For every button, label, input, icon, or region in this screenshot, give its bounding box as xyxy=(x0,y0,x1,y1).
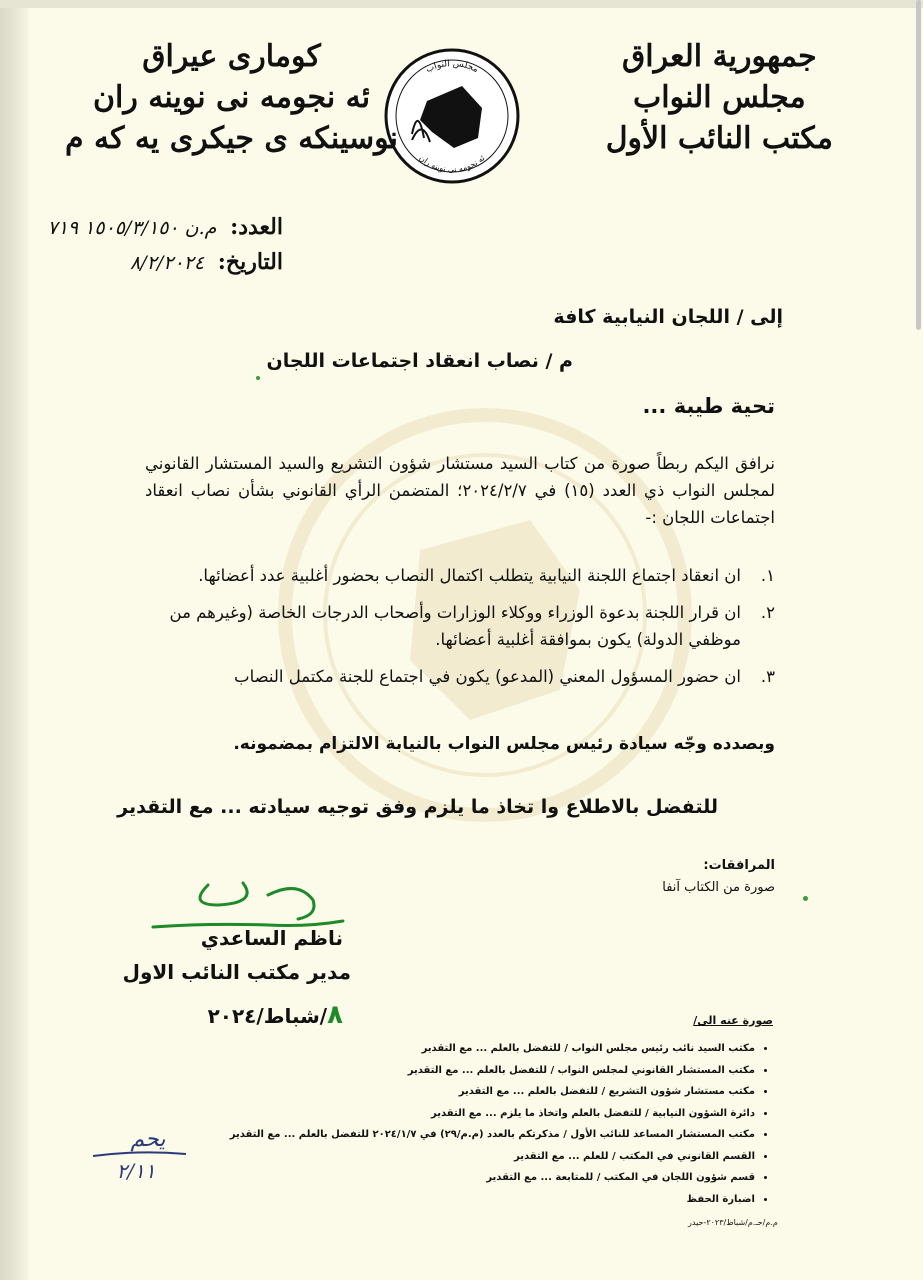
page-top-edge xyxy=(0,0,923,8)
reference-number-value: م.ن ١٥٠٥/٣/١٥٠ ٧١٩ xyxy=(47,217,217,239)
header-left-line-2: ئه نجومه نى نوينه ران xyxy=(92,80,371,115)
subject-line: م / نصاب انعقاد اجتماعات اللجان xyxy=(266,350,573,372)
reference-number-label: العدد: xyxy=(230,214,283,240)
cc-item: • القسم القانوني في المكتب / للعلم ... مع التقدير xyxy=(230,1146,755,1168)
reference-date-label: التاريخ: xyxy=(217,249,283,275)
attachments-heading: المرافقات: xyxy=(703,858,775,873)
list-item xyxy=(135,663,775,690)
points-list xyxy=(135,562,775,700)
header-left xyxy=(65,40,398,163)
list-item xyxy=(135,599,775,653)
cc-item: • مكتب المستشار القانوني لمجلس النواب / للتفضل بالعلم ... مع التقدير xyxy=(230,1060,755,1082)
cc-item: • مكتب المستشار المساعد للنائب الأول / مذكرتكم بالعدد (م.م/٢٩) في ٢٠٢٤/١/٧ للتفضل بالعلم ... مع التقدير xyxy=(230,1124,755,1146)
signature-date-rest: /شباط/٢٠٢٤ xyxy=(207,1004,328,1028)
cc-item: • اضبارة الحفظ xyxy=(230,1189,755,1211)
handwritten-note-line-2: ٢/١١ xyxy=(116,1159,156,1183)
header-right xyxy=(606,40,833,163)
header-left-line-3: نوسينكه ى جيكرى يه كه م xyxy=(65,121,399,156)
reference-block xyxy=(47,210,283,280)
greeting: تحية طيبة ... xyxy=(642,394,775,418)
list-item-number: ٣. xyxy=(760,667,775,686)
parliament-logo xyxy=(382,46,522,186)
signature-date xyxy=(208,1000,343,1030)
header-left-line-1: كومارى عيراق xyxy=(142,39,321,74)
recipient-line: إلى / اللجان النيابية كافة xyxy=(553,306,783,328)
list-item-text: ان حضور المسؤول المعني (المدعو) يكون في اجتماع للجنة مكتمل النصاب xyxy=(234,667,741,686)
handwritten-note-line-1: يحم xyxy=(130,1127,166,1152)
list-item-number: ٢. xyxy=(760,603,775,622)
list-item-text: ان قرار اللجنة بدعوة الوزراء ووكلاء الوزارات وأصحاب الدرجات الخاصة (وغيرهم من موظفي الدولة) يكون بموافقة أغلبية أعضائها. xyxy=(169,603,741,649)
cc-item: • دائرة الشؤون النيابية / للتفضل بالعلم واتخاذ ما يلزم ... مع التقدير xyxy=(230,1103,755,1125)
footer-code: م.م/حـ.م/شباط/٢٠٢٣-حيدر xyxy=(688,1218,778,1227)
signatory-name: ناظم الساعدي xyxy=(200,926,343,950)
attachments-value: صورة من الكتاب آنفا xyxy=(662,880,775,895)
body-paragraph: نرافق اليكم ربطاً صورة من كتاب السيد مستشار شؤون التشريع والسيد المستشار القانوني لمجلس النواب ذي العدد (١٥) في ٢٠٢٤/٢/٧؛ المتضمن الرأي القانوني بشأن نصاب انعقاد اجتماعات اللجان :- xyxy=(145,454,775,527)
signatory-title: مدير مكتب النائب الاول xyxy=(122,960,351,984)
reference-date-value: ٨/٢/٢٠٢٤ xyxy=(130,252,205,274)
closing-line: للتفضل بالاطلاع وا تخاذ ما يلزم وفق توجيه سيادته ... مع التقدير xyxy=(117,796,718,818)
header-right-line-3: مكتب النائب الأول xyxy=(605,121,833,156)
cc-item: • قسم شؤون اللجان في المكتب / للمتابعة ... مع التقدير xyxy=(230,1167,755,1189)
logo-text-top: مجلس النواب xyxy=(424,58,480,76)
ink-dot xyxy=(256,376,260,380)
header-right-line-2: مجلس النواب xyxy=(633,80,806,115)
header-right-line-1: جمهورية العراق xyxy=(622,39,817,74)
list-item-number: ١. xyxy=(760,566,775,585)
logo-text-bottom: ئه نجومه نى نوينه ران xyxy=(417,153,487,175)
cc-heading: صورة عنه الى/ xyxy=(693,1014,773,1027)
cc-list xyxy=(230,1038,773,1210)
reference-number xyxy=(47,210,283,245)
cc-item: • مكتب السيد نائب رئيس مجلس النواب / للتفضل بالعلم ... مع التقدير xyxy=(230,1038,755,1060)
signature-date-day: ٨ xyxy=(327,1000,343,1030)
reference-date xyxy=(53,245,283,280)
handwritten-note xyxy=(88,1120,188,1185)
scrollbar[interactable] xyxy=(916,0,921,330)
ink-dot xyxy=(803,896,808,901)
page-shadow xyxy=(0,0,28,1280)
cc-item: • مكتب مستشار شؤون التشريع / للتفضل بالعلم ... مع التقدير xyxy=(230,1081,755,1103)
direction-line: وبصدده وجّه سيادة رئيس مجلس النواب بالنيابة الالتزام بمضمونه. xyxy=(233,734,775,754)
list-item-text: ان انعقاد اجتماع اللجنة النيابية يتطلب اكتمال النصاب بحضور أغلبية عدد أعضائها. xyxy=(198,566,741,585)
list-item xyxy=(135,562,775,589)
